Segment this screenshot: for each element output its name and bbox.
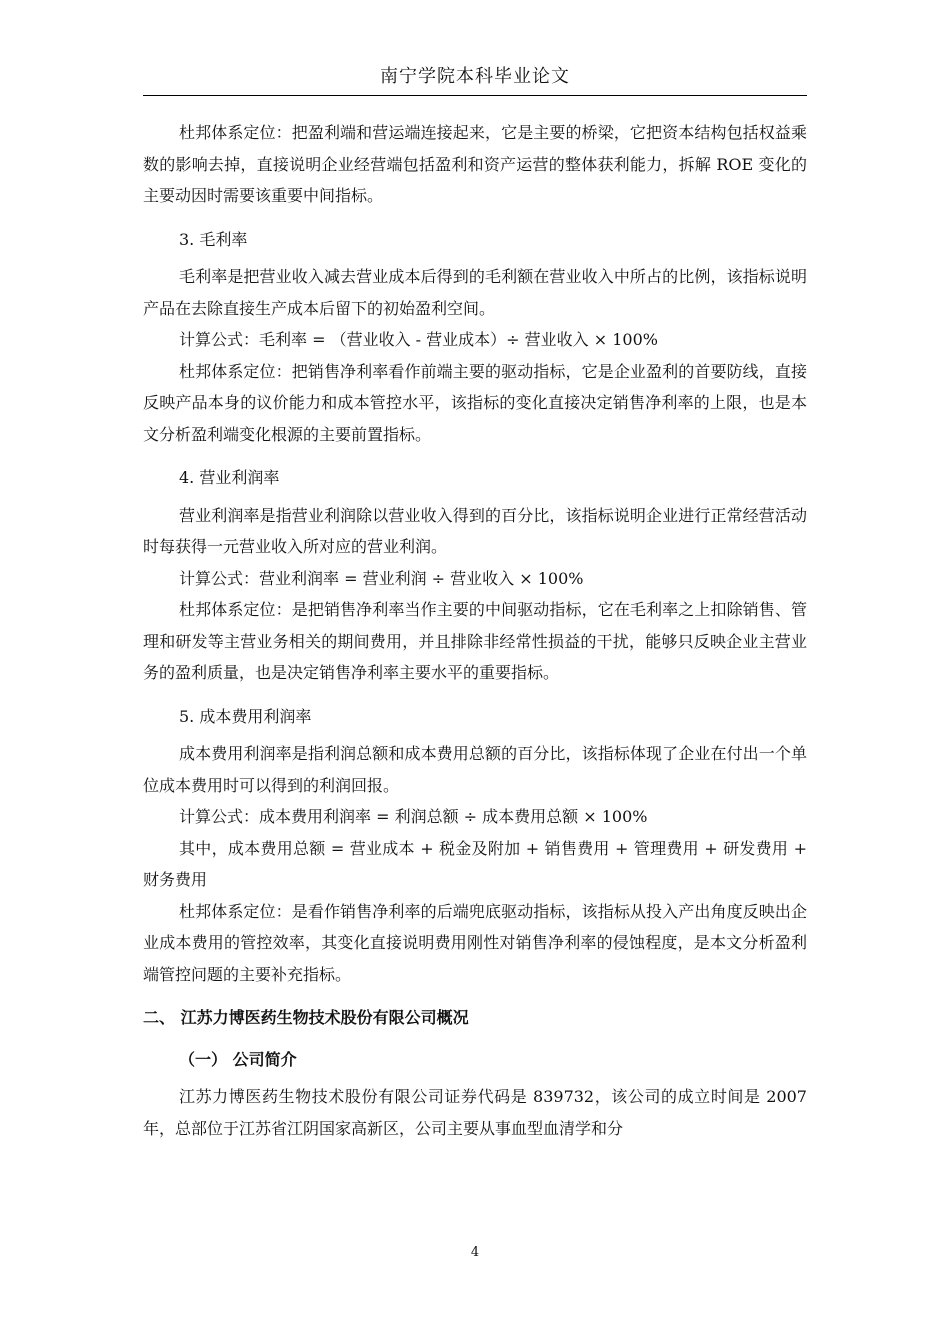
formula-line: 计算公式：成本费用利润率 = 利润总额 ÷ 成本费用总额 × 100% bbox=[179, 807, 648, 826]
paragraph: 杜邦体系定位：把盈利端和营运端连接起来，它是主要的桥梁，它把资本结构包括权益乘数的影响去掉，直接说明企业经营端包括盈利和资产运营的整体获利能力，拆解 ROE 变化的主要动因时需要该重要中间指标。 bbox=[143, 123, 807, 205]
paragraph: 成本费用利润率是指利润总额和成本费用总额的百分比，该指标体现了企业在付出一个单位成本费用时可以得到的利润回报。 bbox=[143, 744, 807, 795]
running-header: 南宁学院本科毕业论文 bbox=[380, 66, 570, 87]
page-number: 4 bbox=[470, 1245, 480, 1260]
paragraph: 杜邦体系定位：把销售净利率看作前端主要的驱动指标，它是企业盈利的首要防线，直接反映产品本身的议价能力和成本管控水平，该指标的变化直接决定销售净利率的上限，也是本文分析盈利端变化根源的主要前置指标。 bbox=[143, 361, 807, 444]
subheading-cost-profit-margin: 5. 成本费用利润率 bbox=[179, 706, 312, 726]
paragraph: 其中，成本费用总额 = 营业成本 + 税金及附加 + 销售费用 + 管理费用 + 研发费用 + 财务费用 bbox=[143, 838, 807, 889]
subsection-heading: （一） 公司简介 bbox=[179, 1049, 297, 1069]
header-rule bbox=[143, 95, 807, 96]
paragraph: 江苏力博医药生物技术股份有限公司证券代码是 839732，该公司的成立时间是 2007 年，总部位于江苏省江阴国家高新区，公司主要从事血型血清学和分 bbox=[143, 1087, 807, 1138]
body-text bbox=[143, 117, 807, 1144]
paragraph: 杜邦体系定位：是看作销售净利率的后端兜底驱动指标，该指标从投入产出角度反映出企业成本费用的管控效率，其变化直接说明费用刚性对销售净利率的侵蚀程度，是本文分析盈利端管控问题的主要补充指标。 bbox=[143, 901, 807, 984]
section-heading: 二、 江苏力博医药生物技术股份有限公司概况 bbox=[143, 1008, 469, 1027]
subheading-gross-margin: 3. 毛利率 bbox=[179, 229, 248, 249]
paragraph: 营业利润率是指营业利润除以营业收入得到的百分比，该指标说明企业进行正常经营活动时每获得一元营业收入所对应的营业利润。 bbox=[143, 505, 807, 556]
subheading-operating-margin: 4. 营业利润率 bbox=[179, 468, 280, 487]
formula-line: 计算公式：毛利率 = （营业收入 - 营业成本）÷ 营业收入 × 100% bbox=[179, 330, 658, 349]
paragraph: 毛利率是把营业收入减去营业成本后得到的毛利额在营业收入中所占的比例，该指标说明产品在去除直接生产成本后留下的初始盈利空间。 bbox=[143, 267, 807, 318]
formula-line: 计算公式：营业利润率 = 营业利润 ÷ 营业收入 × 100% bbox=[179, 568, 584, 588]
paragraph: 杜邦体系定位：是把销售净利率当作主要的中间驱动指标，它在毛利率之上扣除销售、管理和研发等主营业务相关的期间费用，并且排除非经常性损益的干扰，能够只反映企业主营业务的盈利质量，也是决定销售净利率主要水平的重要指标。 bbox=[143, 600, 807, 682]
